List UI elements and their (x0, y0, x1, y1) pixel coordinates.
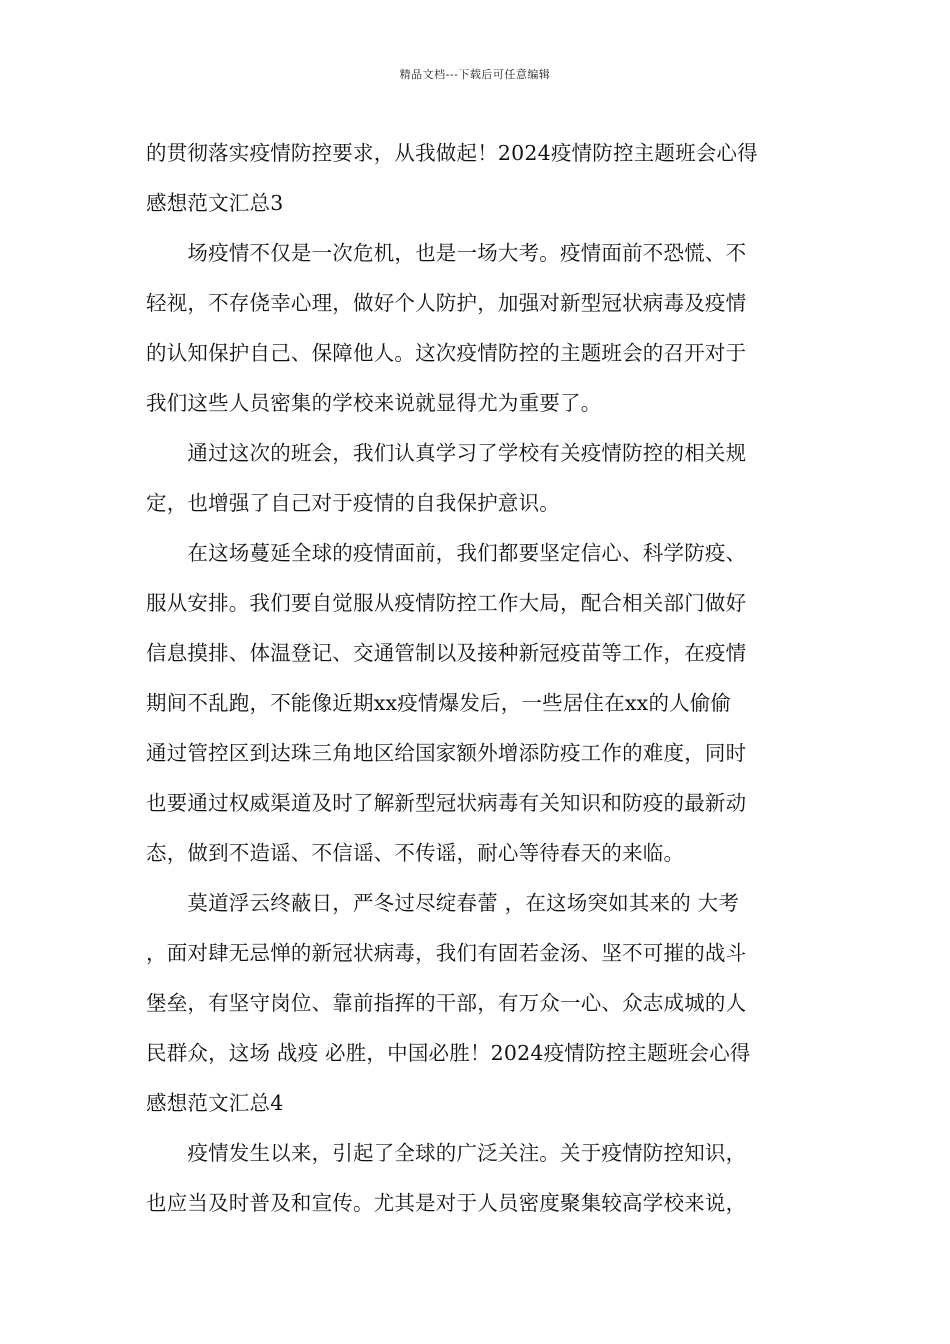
text-line: 场疫情不仅是一次危机，也是一场大考。疫情面前不恐慌、不 (146, 241, 747, 265)
text-line: ，面对肆无忌惮的新冠状病毒，我们有固若金汤、坚不可摧的战斗 (146, 941, 747, 965)
text-line: 信息摸排、体温登记、交通管制以及接种新冠疫苗等工作，在疫情 (146, 641, 747, 665)
text-line: 服从安排。我们要自觉服从疫情防控工作大局，配合相关部门做好 (146, 591, 747, 615)
text-line: 态，做到不造谣、不信谣、不传谣，耐心等待春天的来临。 (146, 841, 685, 865)
text-line: 也应当及时普及和宣传。尤其是对于人员密度聚集较高学校来说， (146, 1191, 747, 1215)
text-line: 民群众，这场 战疫 必胜，中国必胜！2024疫情防控主题班会心得 (146, 1041, 751, 1065)
text-line: 的贯彻落实疫情防控要求，从我做起！2024疫情防控主题班会心得 (146, 141, 758, 165)
text-line: 堡垒，有坚守岗位、靠前指挥的干部，有万众一心、众志成城的人 (146, 991, 747, 1015)
text-line: 我们这些人员密集的学校来说就显得尤为重要了。 (146, 391, 602, 415)
text-line: 疫情发生以来，引起了全球的广泛关注。关于疫情防控知识， (146, 1141, 747, 1165)
text-line: 感想范文汇总4 (146, 1091, 284, 1115)
text-line: 的认知保护自己、保障他人。这次疫情防控的主题班会的召开对于 (146, 341, 747, 365)
text-line: 通过这次的班会，我们认真学习了学校有关疫情防控的相关规 (146, 441, 747, 465)
text-line: 感想范文汇总3 (146, 191, 284, 215)
text-line: 通过管控区到达珠三角地区给国家额外增添防疫工作的难度，同时 (146, 741, 747, 765)
text-line: 也要通过权威渠道及时了解新型冠状病毒有关知识和防疫的最新动 (146, 791, 747, 815)
text-line: 定，也增强了自己对于疫情的自我保护意识。 (146, 491, 560, 515)
text-line: 轻视，不存侥幸心理，做好个人防护，加强对新型冠状病毒及疫情 (146, 291, 747, 315)
text-line: 莫道浮云终蔽日，严冬过尽绽春蕾 ，在这场突如其来的 大考 (146, 891, 740, 915)
page-header: 精品文档---下载后可任意编辑 (399, 68, 551, 81)
document-body (146, 128, 808, 1228)
text-line: 在这场蔓延全球的疫情面前，我们都要坚定信心、科学防疫、 (146, 541, 747, 565)
text-line: 期间不乱跑，不能像近期xx疫情爆发后，一些居住在xx的人偷偷 (146, 691, 732, 715)
